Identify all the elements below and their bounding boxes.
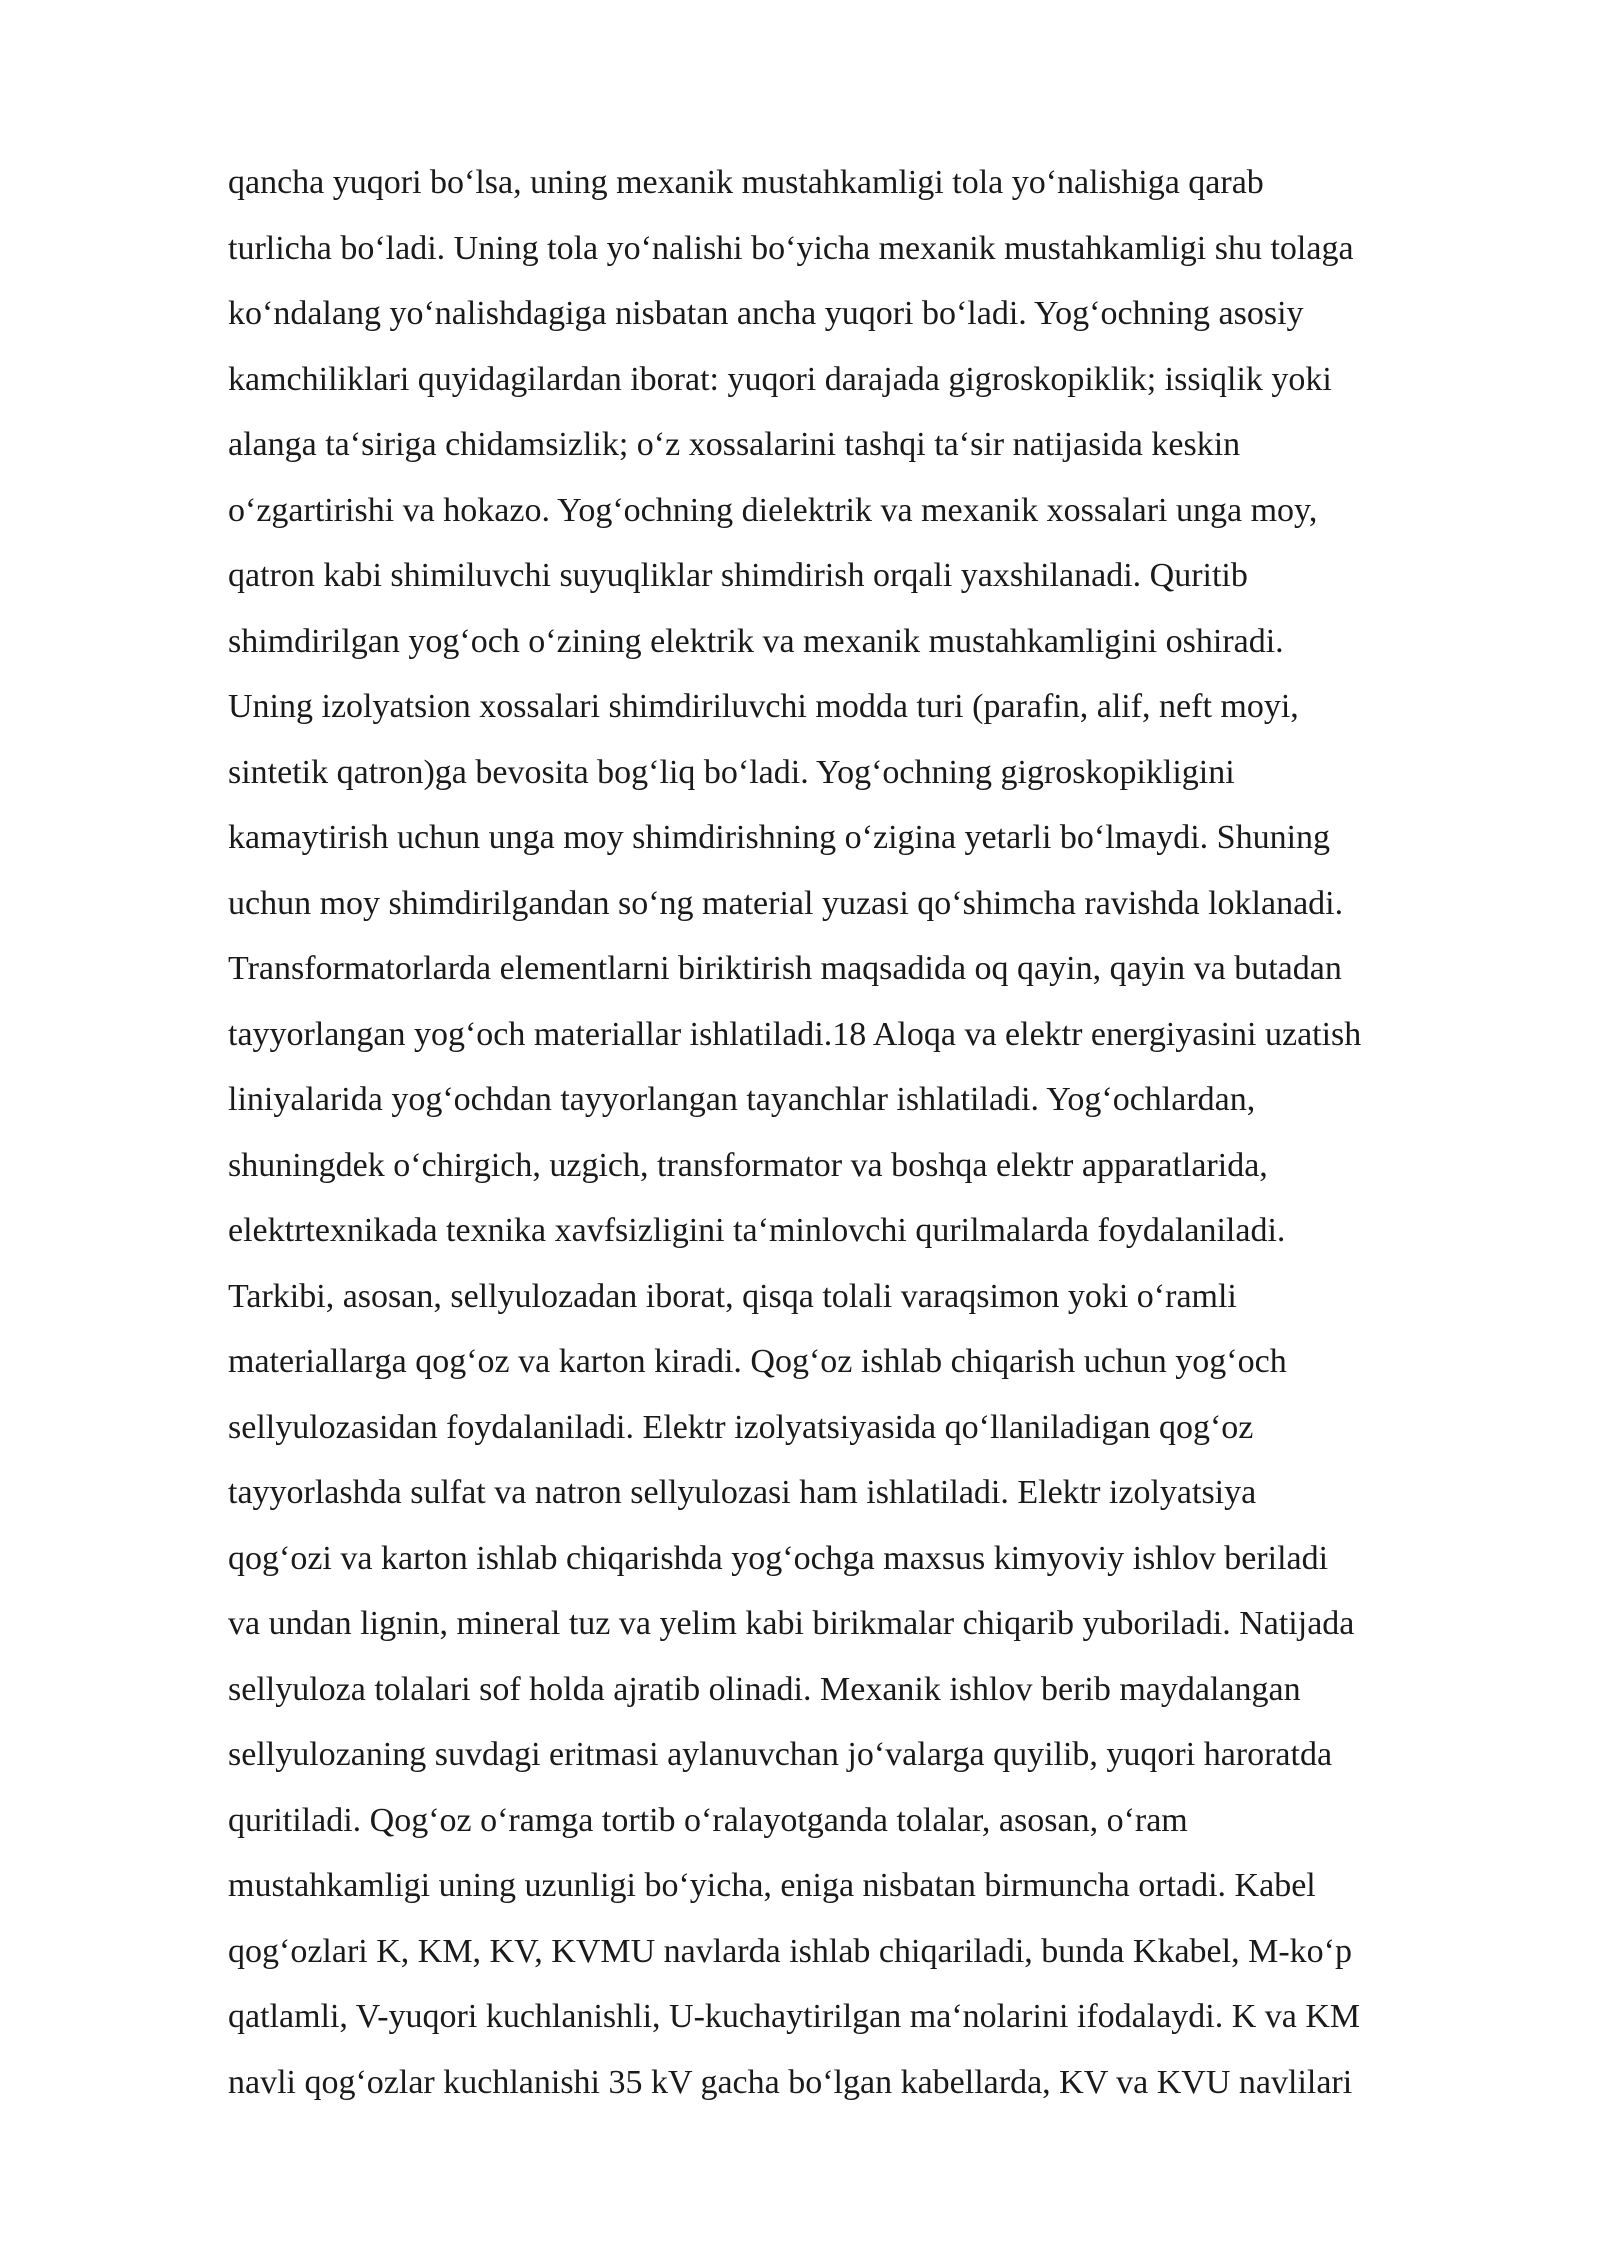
text-line: elektrtexnikada texnika xavfsizligini ta‘minlovchi qurilmalarda foydalaniladi. <box>228 1212 1286 1249</box>
text-line: alanga ta‘siriga chidamsizlik; o‘z xossalarini tashqi ta‘sir natijasida keskin <box>228 426 1241 463</box>
text-line: uchun moy shimdirilgandan so‘ng material yuzasi qo‘shimcha ravishda loklanadi. <box>228 884 1344 922</box>
text-line: Uning izolyatsion xossalari shimdiriluvchi modda turi (parafin, alif, neft moyi, <box>228 688 1299 725</box>
text-line: turlicha bo‘ladi. Uning tola yo‘nalishi bo‘yicha mexanik mustahkamligi shu tolaga <box>228 229 1354 267</box>
text-line: ko‘ndalang yo‘nalishdagiga nisbatan ancha yuqori bo‘ladi. Yog‘ochning asosiy <box>228 295 1304 332</box>
text-line: kamchiliklari quyidagilardan iborat: yuqori darajada gigroskopiklik; issiqlik yoki <box>228 360 1332 398</box>
text-line: o‘zgartirishi va hokazo. Yog‘ochning dielektrik va mexanik xossalari unga moy, <box>228 491 1318 529</box>
text-line: shimdirilgan yog‘och o‘zining elektrik va mexanik mustahkamligini oshiradi. <box>228 622 1284 660</box>
text-line: Tarkibi, asosan, sellyulozadan iborat, qisqa tolali varaqsimon yoki o‘ramli <box>228 1277 1237 1315</box>
text-line: sellyulozasidan foydalaniladi. Elektr izolyatsiyasida qo‘llaniladigan qog‘oz <box>228 1408 1254 1446</box>
text-line: va undan lignin, mineral tuz va yelim kabi birikmalar chiqarib yuboriladi. Natijada <box>228 1605 1355 1642</box>
text-line: sellyuloza tolalari sof holda ajratib olinadi. Mexanik ishlov berib maydalangan <box>228 1670 1301 1708</box>
body-text <box>228 150 1528 2115</box>
text-line: tayyorlangan yog‘och materiallar ishlatiladi.18 Aloqa va elektr energiyasini uzatish <box>228 1015 1362 1053</box>
text-line: qancha yuqori bo‘lsa, uning mexanik mustahkamligi tola yo‘nalishiga qarab <box>228 164 1264 201</box>
text-line: qatron kabi shimiluvchi suyuqliklar shimdirish orqali yaxshilanadi. Quritib <box>228 557 1248 594</box>
text-line: materiallarga qog‘oz va karton kiradi. Qog‘oz ishlab chiqarish uchun yog‘och <box>228 1343 1287 1380</box>
text-line: qog‘ozlari K, KM, KV, KVMU navlarda ishlab chiqariladi, bunda Kkabel, M-ko‘p <box>228 1932 1352 1970</box>
text-line: mustahkamligi uning uzunligi bo‘yicha, eniga nisbatan birmuncha ortadi. Kabel <box>228 1867 1316 1904</box>
text-line: qatlamli, V-yuqori kuchlanishli, U-kuchaytirilgan ma‘nolarini ifodalaydi. K va KM <box>228 1998 1361 2035</box>
text-line: navli qog‘ozlar kuchlanishi 35 kV gacha bo‘lgan kabellarda, KV va KVU navlilari <box>228 2063 1353 2101</box>
text-line: qog‘ozi va karton ishlab chiqarishda yog‘ochga maxsus kimyoviy ishlov beriladi <box>228 1539 1329 1577</box>
text-line: liniyalarida yog‘ochdan tayyorlangan tayanchlar ishlatiladi. Yog‘ochlardan, <box>228 1081 1256 1118</box>
text-line: shuningdek o‘chirgich, uzgich, transformator va boshqa elektr apparatlarida, <box>228 1146 1268 1184</box>
text-line: tayyorlashda sulfat va natron sellyulozasi ham ishlatiladi. Elektr izolyatsiya <box>228 1474 1257 1511</box>
text-line: Transformatorlarda elementlarni biriktirish maqsadida oq qayin, qayin va butadan <box>228 950 1342 987</box>
text-line: sellyulozaning suvdagi eritmasi aylanuvchan jo‘valarga quyilib, yuqori haroratda <box>228 1736 1333 1773</box>
text-line: sintetik qatron)ga bevosita bog‘liq bo‘ladi. Yog‘ochning gigroskopikligini <box>228 753 1235 791</box>
text-line: quritiladi. Qog‘oz o‘ramga tortib o‘ralayotganda tolalar, asosan, o‘ram <box>228 1801 1188 1839</box>
text-line: kamaytirish uchun unga moy shimdirishning o‘zigina yetarli bo‘lmaydi. Shuning <box>228 819 1331 856</box>
